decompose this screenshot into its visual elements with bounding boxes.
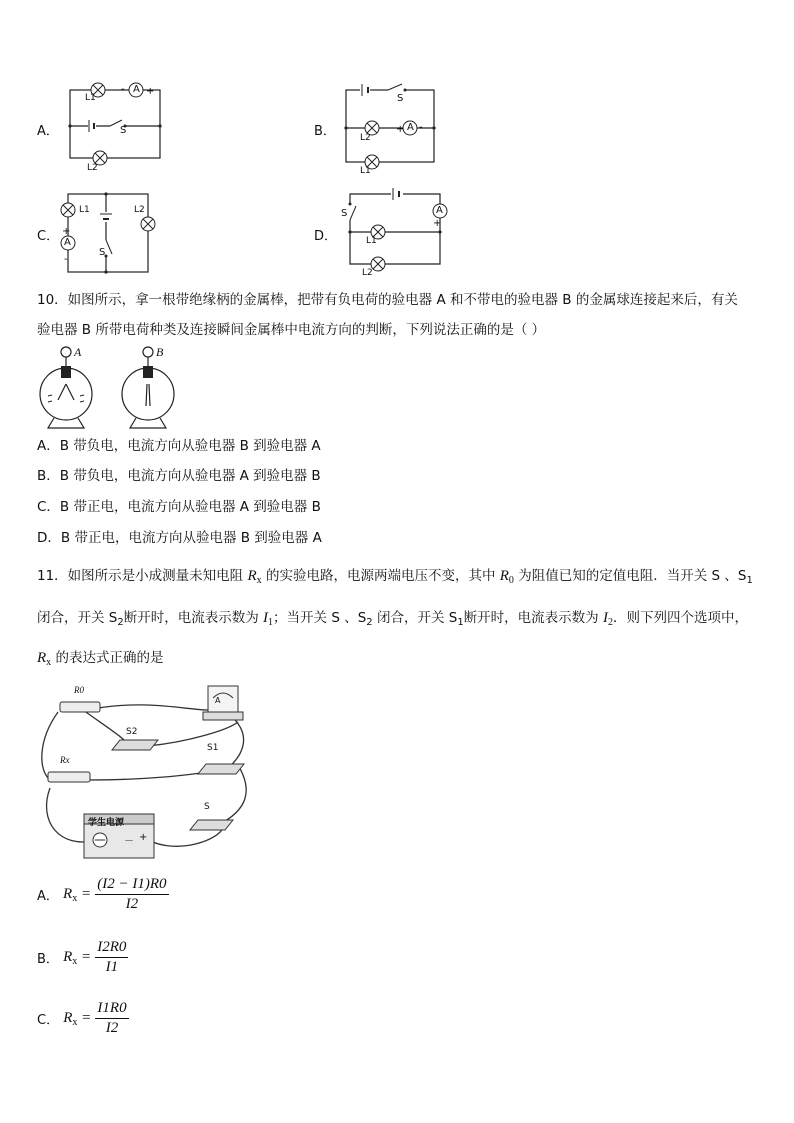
q11-circuit-figure (38, 680, 263, 860)
q9-option-d-label: D． (314, 229, 338, 244)
q11-fig-rx: Rx (60, 755, 70, 765)
q11-fig-s1: S1 (207, 743, 219, 753)
q11-l1-c: 为阻值已知的定值电阻．当开关 S 、S (513, 568, 747, 584)
q11-option-a-fraction: $\frac{(I2 - I1)R0}{I2}$ (97, 876, 167, 912)
q9-a-switch: S (120, 125, 127, 136)
q9-option-c-label: C． (37, 229, 60, 244)
q11-stem-line3: $R_x$ 的表达式正确的是 (37, 650, 164, 668)
q10-label-a: A (74, 345, 82, 359)
q10-option-c: C．B 带正电，电流方向从验电器 A 到验电器 B (37, 499, 321, 515)
q9-c-l2: L2 (134, 205, 145, 215)
q9-d-l2: L2 (362, 268, 373, 278)
q10-option-a: A．B 带负电，电流方向从验电器 B 到验电器 A (37, 438, 321, 454)
q9-circuit-d (336, 184, 451, 279)
q9-b-minus: - (419, 122, 423, 133)
q9-option-b-label: B． (314, 124, 336, 139)
q9-a-l2: L2 (87, 163, 98, 173)
q11-fig-power-label: 学生电源 (88, 818, 125, 828)
q11-option-b: B． $R_x$ = $\frac{I2R0}{I1}$ (37, 939, 127, 975)
q10-stem-line1: 10．如图所示，拿一根带绝缘柄的金属棒，把带有负电荷的验电器 A 和不带电的验电器 B 的金属球连接起来后，有关 (37, 292, 738, 308)
q11-fig-s: S (204, 802, 210, 812)
q11-fig-ammeter: A (215, 696, 221, 705)
q9-a-plus: + (146, 86, 155, 97)
q9-circuit-c (58, 188, 158, 278)
q10-label-b: B (156, 345, 164, 359)
q11-l1-b: 的实验电路，电源两端电压不变，其中 (261, 568, 500, 584)
q11-option-a: A． $R_x$ = $\frac{(I2 - I1)R0}{I2}$ (37, 876, 167, 912)
q9-b-l2: L2 (360, 133, 371, 143)
q11-stem-line1: 11．如图所示是小成测量未知电阻 $R_x$ 的实验电路，电源两端电压不变，其中 $R_0$ 为阻值已知的定值电阻．当开关 S 、$S_1$ (37, 568, 753, 586)
q11-fig-minus: － (124, 836, 134, 847)
q11-stem-line2: 闭合，开关 $S_2$断开时，电流表示数为 $I_1$；当开关 S 、$S_2$ 闭合，开关 $S_1$断开时，电流表示数为 $I_2$．则下列四个选项中， (37, 610, 748, 628)
q9-circuit-b (338, 82, 443, 172)
q11-fig-s2: S2 (126, 727, 138, 737)
q11-l1-a: 11．如图所示是小成测量未知电阻 (37, 568, 248, 584)
q9-b-ammeter: A (407, 122, 414, 133)
q10-stem-line2: 验电器 B 所带电荷种类及连接瞬间金属棒中电流方向的判断，下列说法正确的是（ ） (37, 322, 546, 338)
q9-circuit-a (62, 78, 172, 168)
q9-c-ammeter: A (64, 237, 71, 248)
q9-a-l1: L1 (85, 93, 96, 103)
q9-c-minus: - (64, 254, 68, 265)
q10-option-d: D．B 带正电，电流方向从验电器 B 到验电器 A (37, 530, 322, 546)
q11-option-c: C． $R_x$ = $\frac{I1R0}{I2}$ (37, 1000, 127, 1036)
q9-option-a-label: A． (37, 124, 59, 139)
q9-b-plus: + (396, 124, 405, 135)
q11-fig-plus: + (139, 832, 148, 843)
q11-r0: $R_0$ (499, 568, 514, 586)
q9-c-plus: + (62, 226, 71, 237)
q9-d-l1: L1 (366, 236, 377, 246)
q11-option-b-fraction: $\frac{I2R0}{I1}$ (97, 939, 127, 975)
q10-electroscope-figure (36, 344, 186, 432)
q11-option-c-fraction: $\frac{I1R0}{I2}$ (97, 1000, 127, 1036)
q10-option-b: B．B 带负电，电流方向从验电器 A 到验电器 B (37, 468, 321, 484)
q11-rx: $R_x$ (247, 568, 262, 586)
q9-a-ammeter: A (133, 84, 140, 95)
q9-c-switch: S (99, 247, 106, 258)
q9-d-plus: + (433, 218, 442, 229)
q9-d-switch: S (341, 208, 348, 219)
q9-a-minus: - (121, 84, 125, 95)
q9-c-l1: L1 (79, 205, 90, 215)
q9-b-l1: L1 (360, 166, 371, 176)
q9-b-switch: S (397, 93, 404, 104)
q11-fig-r0: R0 (74, 685, 84, 695)
q9-d-ammeter: A (436, 205, 443, 216)
